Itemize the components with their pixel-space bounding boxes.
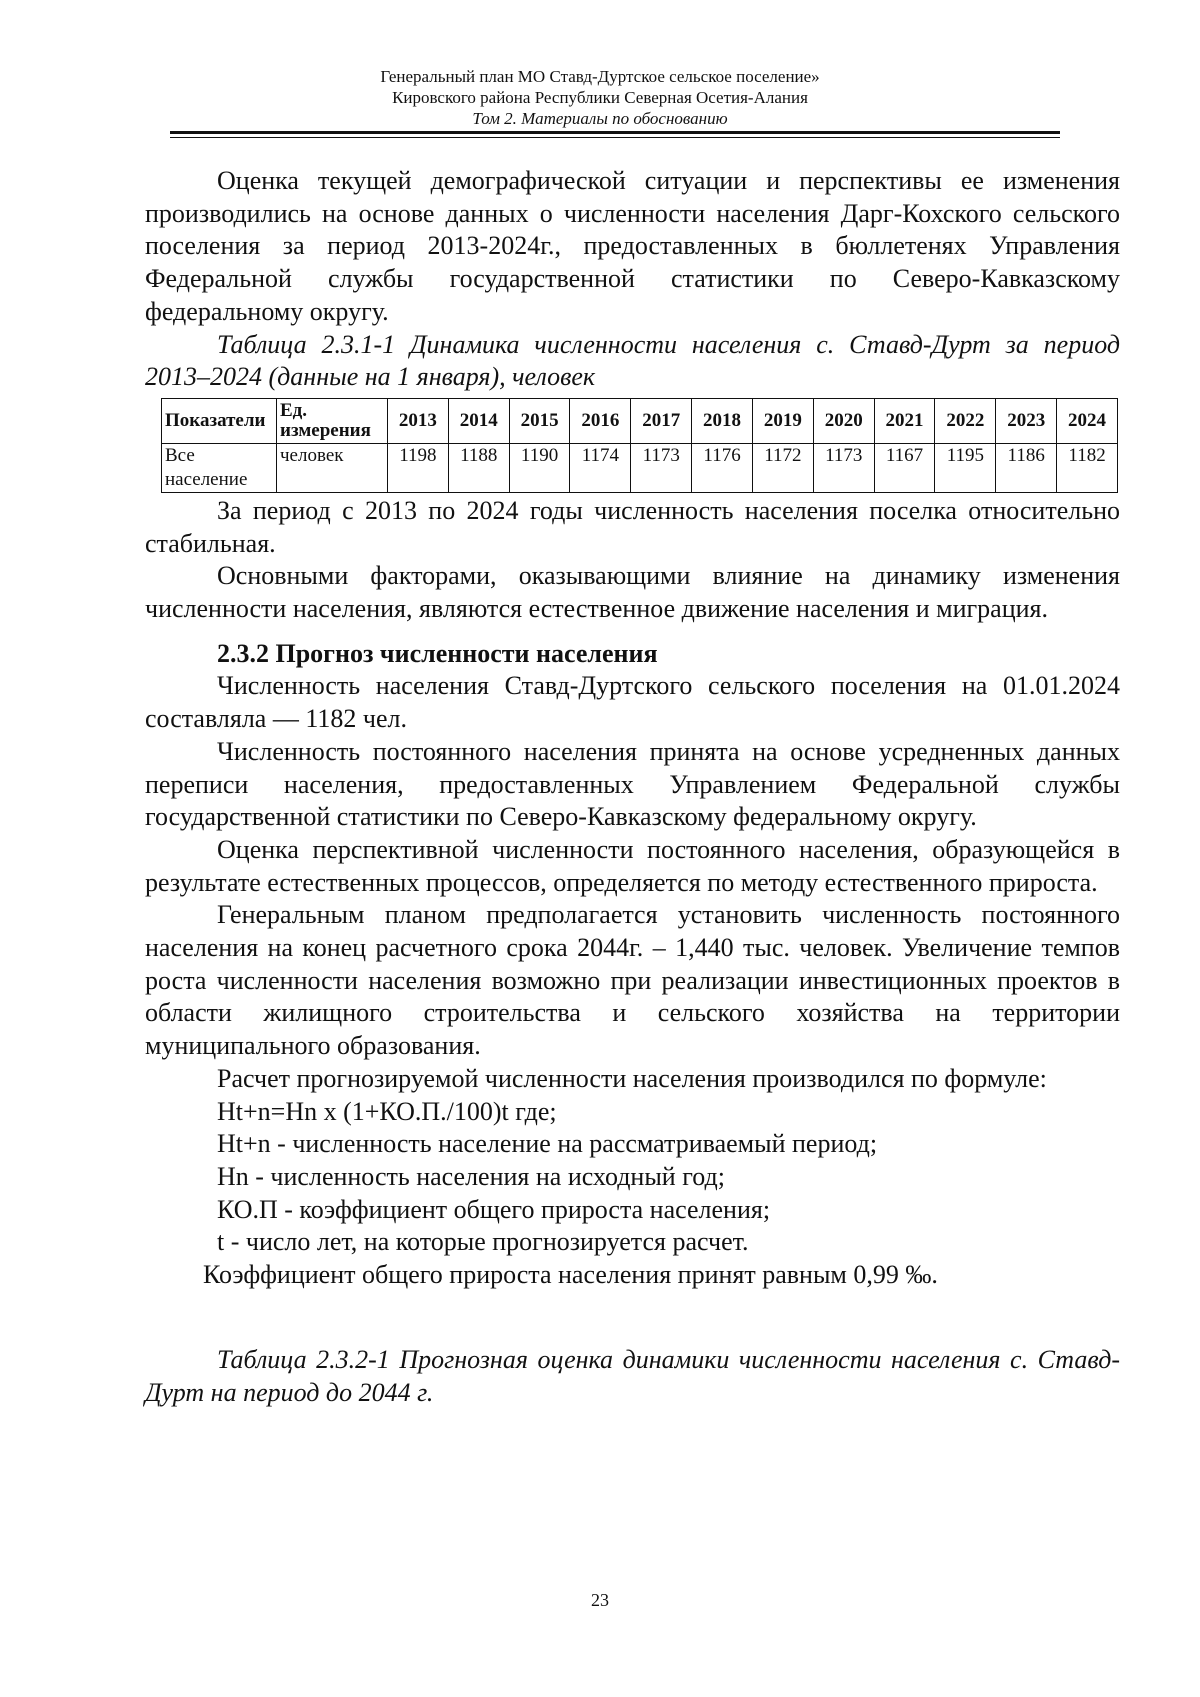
header-line-1: Генеральный план МО Ставд-Дуртское сельское поселение» — [380, 67, 820, 86]
calculation-paragraph: Расчет прогнозируемой численности населения производился по формуле: — [217, 1063, 1047, 1093]
intro-paragraph: Оценка текущей демографической ситуации и перспективы ее изменения производились на основе данных о численности населения Дарг-Кохского сельского поселения за период 2013-2024г., предоставленных в бюллетенях Управления Федеральной службы государственной статистики по Северо-Кавказскому федеральному округу. — [145, 166, 1120, 326]
formula-line: Нt+n - численность население на рассматриваемый период; — [217, 1129, 878, 1159]
col-year: 2024 — [1057, 398, 1118, 443]
col-unit: Ед. измерения — [277, 398, 388, 443]
header-line-2: Кировского района Республики Северная Осетия-Алания — [392, 88, 808, 107]
value-cell: 1198 — [388, 443, 449, 492]
plan-paragraph: Генеральным планом предполагается установить численность постоянного населения на конец расчетного срока 2044г. – 1,440 тыс. человек. Увеличение темпов роста численности населения возможно при реализации инвестиционных проектов в области жилищного строительства и сельского хозяйства на территории муниципального образования. — [145, 900, 1120, 1061]
stability-paragraph: За период с 2013 по 2024 годы численность населения поселка относительно стабильная. — [145, 495, 1120, 558]
col-indicator: Показатели — [162, 398, 277, 443]
table1-caption: Таблица 2.3.1-1 Динамика численности населения с. Ставд-Дурт за период 2013–2024 (данные на 1 января), человек — [145, 329, 1120, 392]
value-cell: 1172 — [752, 443, 813, 492]
estimate-paragraph: Оценка перспективной численности постоянного населения, образующейся в результате естественных процессов, определяется по методу естественного прироста. — [145, 834, 1120, 897]
formula-line: t - число лет, на которые прогнозируется расчет. — [217, 1227, 749, 1257]
value-cell: 1173 — [631, 443, 692, 492]
table2-caption: Таблица 2.3.2-1 Прогнозная оценка динамики численности населения с. Ставд-Дурт на период до 2044 г. — [145, 1344, 1120, 1407]
value-cell: 1174 — [570, 443, 631, 492]
formula-line: Нt+n=Нn х (1+КО.П./100)t где; — [217, 1096, 557, 1126]
spacer — [145, 1292, 1120, 1344]
col-year: 2018 — [692, 398, 753, 443]
value-cell: 1188 — [448, 443, 509, 492]
table-header-row — [162, 398, 1118, 443]
value-cell: 1173 — [813, 443, 874, 492]
col-year: 2022 — [935, 398, 996, 443]
page-body — [145, 165, 1120, 1409]
permanent-population-paragraph: Численность постоянного населения принята на основе усредненных данных переписи населения, предоставленных Управлением Федеральной службы государственной статистики по Северо-Кавказскому федеральному округу. — [145, 736, 1120, 832]
header-rule-thin — [170, 137, 1060, 138]
col-year: 2015 — [509, 398, 570, 443]
col-year: 2020 — [813, 398, 874, 443]
formula-line: Нn - численность населения на исходный год; — [217, 1161, 725, 1191]
header-line-3: Том 2. Материалы по обоснованию — [472, 109, 728, 128]
col-year: 2013 — [388, 398, 449, 443]
value-cell: 1186 — [996, 443, 1057, 492]
col-year: 2019 — [752, 398, 813, 443]
value-cell: 1190 — [509, 443, 570, 492]
section-heading: 2.3.2 Прогноз численности населения — [217, 638, 658, 668]
value-cell: 1167 — [874, 443, 935, 492]
population-paragraph: Численность населения Ставд-Дуртского сельского поселения на 01.01.2024 составляла — 1182 чел. — [145, 671, 1120, 734]
coefficient-line: Коэффициент общего прироста населения принят равным 0,99 ‰. — [203, 1260, 938, 1290]
factors-paragraph: Основными факторами, оказывающими влияние на динамику изменения численности населения, являются естественное движение населения и миграция. — [145, 561, 1120, 624]
table-row — [162, 443, 1118, 492]
page-header — [0, 66, 1200, 129]
col-year: 2016 — [570, 398, 631, 443]
col-year: 2017 — [631, 398, 692, 443]
page-number: 23 — [591, 1590, 609, 1610]
row-unit: человек — [277, 443, 388, 492]
col-year: 2021 — [874, 398, 935, 443]
value-cell: 1182 — [1057, 443, 1118, 492]
col-year: 2014 — [448, 398, 509, 443]
population-table — [161, 398, 1118, 493]
row-label: Все население — [162, 443, 277, 492]
value-cell: 1176 — [692, 443, 753, 492]
value-cell: 1195 — [935, 443, 996, 492]
col-year: 2023 — [996, 398, 1057, 443]
formula-line: КО.П - коэффициент общего прироста населения; — [217, 1194, 771, 1224]
header-rule-thick — [170, 131, 1060, 134]
